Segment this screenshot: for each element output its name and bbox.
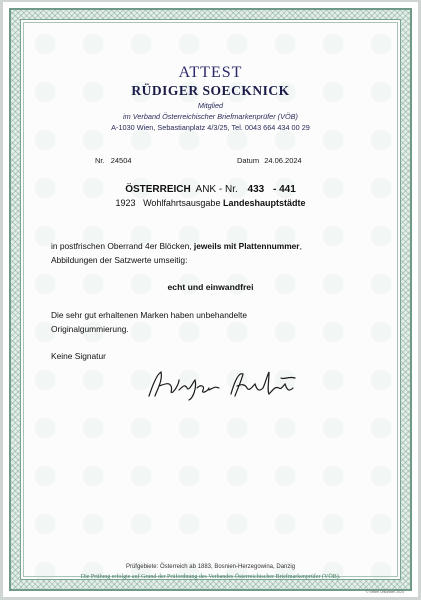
certificate-number — [95, 156, 132, 165]
nr-value: 24504 — [110, 156, 132, 165]
datum-label: Datum — [237, 156, 260, 165]
country: ÖSTERREICH — [125, 184, 191, 195]
body-line-3: Die sehr gut erhaltenen Marken haben unbehandelte — [51, 310, 248, 320]
subject-series-line — [3, 198, 418, 208]
footer-basis: Die Prüfung erfolgte auf Grund der Prüfordnung des Verbandes Österreichischer Briefmarkenprüfer (VÖB). — [80, 574, 341, 580]
examiner-name: RÜDIGER SOECKNICK — [131, 83, 290, 98]
examiner-role: Mitglied — [197, 101, 224, 110]
footer-maker: © Seidel Urkunden 2024 — [365, 590, 404, 594]
datum-value: 24.06.2024 — [264, 156, 302, 165]
body-line-1 — [51, 240, 302, 254]
nr-label: Nr. — [95, 156, 105, 165]
issue-name: Wohlfahrtsausgabe — [143, 198, 221, 208]
signature-image — [143, 368, 303, 402]
body-line-2: Abbildungen der Satzwerte umseitig: — [51, 255, 188, 265]
catalog-from: 433 — [247, 184, 265, 195]
subject-country-line — [3, 184, 418, 195]
catalog-to: - 441 — [273, 184, 296, 195]
body-line-1c: , — [299, 241, 302, 251]
body-line-1b: jeweils mit Plattennummer — [193, 241, 300, 251]
examiner-association: im Verband Österreichischer Briefmarkenprüfer (VÖB) — [123, 112, 298, 121]
examiner-address: A-1030 Wien, Sebastianplatz 4/3/25, Tel. 0043 664 434 00 29 — [111, 123, 310, 132]
issue-year: 1923 — [115, 198, 136, 208]
body-line-5: Keine Signatur — [51, 351, 106, 361]
body-line-4: Originalgummierung. — [51, 324, 129, 334]
certificate-date — [237, 156, 302, 165]
footer-areas: Prüfgebiete: Österreich ab 1883, Bosnien-Herzegowina, Danzig — [125, 564, 296, 570]
certificate-sheet — [3, 2, 418, 597]
catalog-label: ANK - Nr. — [195, 184, 238, 195]
verdict: echt und einwandfrei — [167, 282, 254, 292]
body-line-1a: in postfrischen Oberrand 4er Blöcken, — [51, 241, 192, 251]
certificate-content — [3, 2, 418, 597]
issue-title: Landeshauptstädte — [222, 198, 306, 208]
certificate-title: ATTEST — [178, 64, 243, 81]
